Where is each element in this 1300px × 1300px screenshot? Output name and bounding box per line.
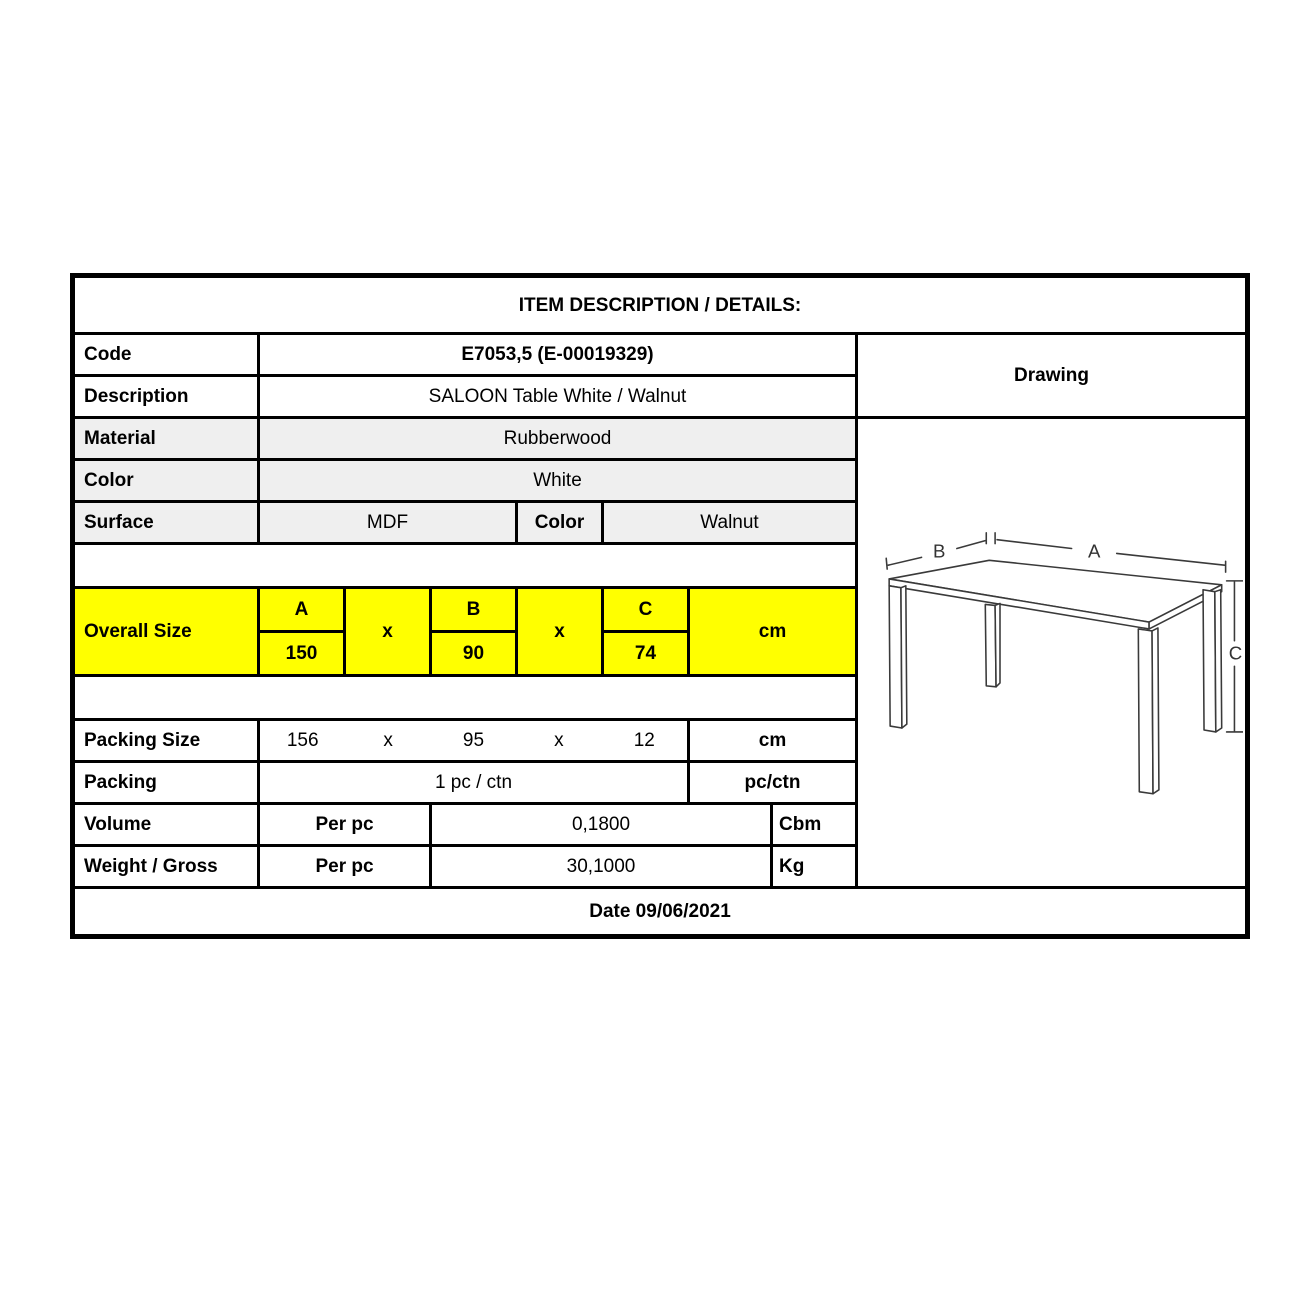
dimension-c-label: C: [1228, 642, 1243, 664]
packing-label: Packing: [75, 763, 257, 802]
dimension-b-label: B: [932, 540, 946, 562]
material-label: Material: [75, 419, 257, 458]
overall-size-x2: x: [518, 589, 601, 674]
weight-per: Per pc: [260, 847, 429, 886]
overall-size-unit: cm: [690, 589, 855, 674]
code-label: Code: [75, 335, 257, 374]
spacer-row: [75, 545, 855, 586]
surface-label: Surface: [75, 503, 257, 542]
overall-size-b-label: B: [432, 589, 515, 630]
table-line-drawing: [860, 421, 1243, 884]
volume-label: Volume: [75, 805, 257, 844]
volume-value: 0,1800: [432, 805, 770, 844]
overall-size-c-value: 74: [604, 633, 687, 674]
date-row: Date 09/06/2021: [75, 889, 1245, 934]
drawing-header: Drawing: [858, 335, 1245, 416]
packing-unit: pc/ctn: [690, 763, 855, 802]
color-value: White: [260, 461, 855, 500]
packing-size-v2: 95: [462, 730, 485, 751]
packing-size-values: [260, 721, 687, 760]
surface-color-value: Walnut: [604, 503, 855, 542]
item-spec-table: [70, 273, 1250, 939]
overall-size-a-label: A: [260, 589, 343, 630]
dimension-a-label: A: [1087, 540, 1101, 562]
overall-size-a-value: 150: [260, 633, 343, 674]
packing-size-v1: 156: [286, 730, 319, 751]
packing-size-unit: cm: [690, 721, 855, 760]
packing-size-label: Packing Size: [75, 721, 257, 760]
spacer-row: [75, 677, 855, 718]
weight-value: 30,1000: [432, 847, 770, 886]
volume-unit: Cbm: [773, 805, 855, 844]
description-value: SALOON Table White / Walnut: [260, 377, 855, 416]
table-title: ITEM DESCRIPTION / DETAILS:: [75, 278, 1245, 332]
overall-size-x1: x: [346, 589, 429, 674]
overall-size-label: Overall Size: [75, 589, 257, 674]
packing-size-x1: x: [383, 730, 393, 751]
surface-color-label: Color: [518, 503, 601, 542]
packing-size-x2: x: [554, 730, 564, 751]
packing-size-v3: 12: [633, 730, 655, 751]
material-value: Rubberwood: [260, 419, 855, 458]
drawing-area: [858, 419, 1245, 886]
weight-label: Weight / Gross: [75, 847, 257, 886]
weight-unit: Kg: [773, 847, 855, 886]
packing-value: 1 pc / ctn: [260, 763, 687, 802]
code-value: E7053,5 (E-00019329): [260, 335, 855, 374]
volume-per: Per pc: [260, 805, 429, 844]
overall-size-b-value: 90: [432, 633, 515, 674]
surface-value: MDF: [260, 503, 515, 542]
color-label: Color: [75, 461, 257, 500]
overall-size-c-label: C: [604, 589, 687, 630]
description-label: Description: [75, 377, 257, 416]
